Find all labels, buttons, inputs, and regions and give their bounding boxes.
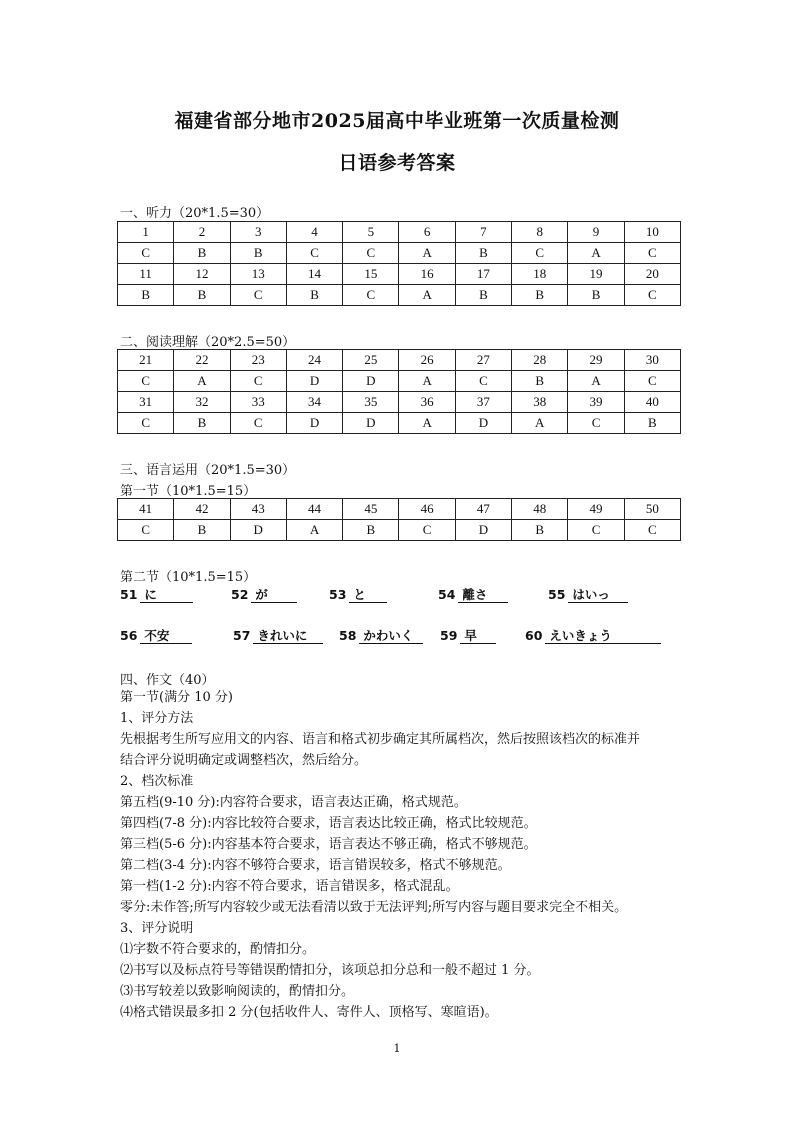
table-cell: C	[230, 285, 286, 306]
table-row	[118, 243, 681, 264]
writing-line: 第五档(9-10 分):内容符合要求，语言表达正确，格式规范。	[120, 795, 467, 810]
table-cell: 18	[512, 264, 568, 285]
table-cell: 32	[174, 392, 230, 413]
table-cell: C	[118, 520, 174, 541]
table-cell: 48	[512, 499, 568, 520]
reading-answer-table	[117, 349, 681, 434]
writing-line: 第三档(5-6 分):内容基本符合要求，语言表达不够正确，格式不够规范。	[120, 837, 537, 852]
table-cell: B	[512, 520, 568, 541]
table-cell: 17	[455, 264, 511, 285]
table-row	[118, 350, 681, 371]
table-cell: 31	[118, 392, 174, 413]
table-cell: B	[174, 243, 230, 264]
table-cell: 34	[286, 392, 342, 413]
listening-heading: 一、听力（20*1.5=30）	[120, 206, 270, 221]
writing-line: 第一节(满分 10 分)	[120, 690, 233, 705]
table-cell: B	[230, 243, 286, 264]
table-cell: 2	[174, 222, 230, 243]
table-cell: 40	[624, 392, 680, 413]
table-cell: A	[568, 243, 624, 264]
table-cell: 30	[624, 350, 680, 371]
table-cell: C	[118, 371, 174, 392]
writing-line: 3、评分说明	[120, 921, 194, 936]
table-cell: D	[286, 413, 342, 434]
table-cell: D	[286, 371, 342, 392]
table-cell: 1	[118, 222, 174, 243]
table-cell: 28	[512, 350, 568, 371]
fill-answer-52: 52 が	[231, 587, 297, 603]
table-cell: C	[568, 520, 624, 541]
table-cell: 22	[174, 350, 230, 371]
table-cell: 21	[118, 350, 174, 371]
writing-line: 第四档(7-8 分):内容比较符合要求，语言表达比较正确，格式比较规范。	[120, 816, 537, 831]
table-cell: 43	[230, 499, 286, 520]
table-cell: C	[230, 371, 286, 392]
table-cell: C	[624, 371, 680, 392]
writing-line: 先根据考生所写应用文的内容、语言和格式初步确定其所属档次，然后按照该档次的标准并	[120, 732, 641, 747]
table-row	[118, 520, 681, 541]
fill-answer-54: 54 離さ	[438, 587, 508, 603]
table-cell: B	[174, 520, 230, 541]
page-number: 1	[393, 1042, 401, 1055]
table-cell: D	[455, 413, 511, 434]
document-subtitle: 日语参考答案	[338, 152, 456, 174]
table-cell: A	[568, 371, 624, 392]
table-row	[118, 392, 681, 413]
table-cell: 41	[118, 499, 174, 520]
table-cell: C	[624, 285, 680, 306]
table-cell: C	[230, 413, 286, 434]
writing-line: 第二档(3-4 分):内容不够符合要求，语言错误较多，格式不够规范。	[120, 858, 511, 873]
table-cell: B	[455, 243, 511, 264]
table-cell: C	[624, 243, 680, 264]
table-row	[118, 222, 681, 243]
table-cell: 23	[230, 350, 286, 371]
table-cell: A	[399, 243, 455, 264]
table-cell: 20	[624, 264, 680, 285]
writing-line: ⑷格式错误最多扣 2 分(包括收件人、寄件人、顶格写、寒暄语)。	[120, 1005, 498, 1020]
table-cell: 37	[455, 392, 511, 413]
table-cell: 19	[568, 264, 624, 285]
table-cell: B	[512, 285, 568, 306]
table-cell: A	[399, 285, 455, 306]
writing-line: ⑴字数不符合要求的，酌情扣分。	[120, 942, 316, 957]
table-cell: C	[118, 243, 174, 264]
fill-answer-58: 58 かわいく	[339, 628, 423, 644]
table-cell: C	[286, 243, 342, 264]
table-cell: C	[568, 413, 624, 434]
table-cell: B	[174, 285, 230, 306]
table-cell: 11	[118, 264, 174, 285]
table-cell: B	[512, 371, 568, 392]
table-cell: D	[455, 520, 511, 541]
table-cell: B	[118, 285, 174, 306]
table-cell: 27	[455, 350, 511, 371]
fill-answer-53: 53 と	[329, 587, 387, 603]
table-cell: C	[624, 520, 680, 541]
language-part2-heading: 第二节（10*1.5=15）	[120, 570, 257, 585]
table-cell: 14	[286, 264, 342, 285]
table-cell: A	[399, 371, 455, 392]
table-row	[118, 499, 681, 520]
reading-heading: 二、阅读理解（20*2.5=50）	[120, 335, 296, 350]
table-cell: 49	[568, 499, 624, 520]
table-cell: 24	[286, 350, 342, 371]
table-cell: D	[230, 520, 286, 541]
table-cell: B	[343, 520, 399, 541]
table-cell: 7	[455, 222, 511, 243]
table-cell: C	[512, 243, 568, 264]
table-cell: C	[343, 243, 399, 264]
fill-answer-57: 57 きれいに	[233, 628, 323, 644]
table-cell: A	[399, 413, 455, 434]
writing-line: 结合评分说明确定或调整档次，然后给分。	[120, 753, 368, 768]
writing-line: ⑵书写以及标点符号等错误酌情扣分，该项总扣分总和一般不超过 1 分。	[120, 963, 540, 978]
table-cell: 36	[399, 392, 455, 413]
table-cell: 12	[174, 264, 230, 285]
table-cell: A	[174, 371, 230, 392]
language-heading: 三、语言运用（20*1.5=30）	[120, 463, 296, 478]
listening-answer-table	[117, 221, 681, 306]
table-cell: 10	[624, 222, 680, 243]
table-cell: 39	[568, 392, 624, 413]
table-cell: 46	[399, 499, 455, 520]
table-cell: 26	[399, 350, 455, 371]
table-cell: 8	[512, 222, 568, 243]
table-cell: B	[174, 413, 230, 434]
table-cell: C	[118, 413, 174, 434]
table-cell: 45	[343, 499, 399, 520]
writing-line: 2、档次标准	[120, 774, 194, 789]
writing-line: ⑶书写较差以致影响阅读的，酌情扣分。	[120, 984, 355, 999]
table-cell: 29	[568, 350, 624, 371]
table-row	[118, 371, 681, 392]
table-cell: 33	[230, 392, 286, 413]
table-cell: 16	[399, 264, 455, 285]
writing-scoring-guide	[120, 687, 690, 1023]
writing-heading: 四、作文（40）	[120, 673, 215, 688]
table-cell: A	[286, 520, 342, 541]
table-cell: 3	[230, 222, 286, 243]
table-cell: 35	[343, 392, 399, 413]
table-cell: 50	[624, 499, 680, 520]
writing-line: 第一档(1-2 分):内容不符合要求，语言错误多，格式混乱。	[120, 879, 459, 894]
table-cell: 42	[174, 499, 230, 520]
table-cell: 13	[230, 264, 286, 285]
table-cell: 47	[455, 499, 511, 520]
table-row	[118, 413, 681, 434]
table-cell: 4	[286, 222, 342, 243]
table-cell: D	[343, 413, 399, 434]
table-cell: B	[286, 285, 342, 306]
table-cell: 25	[343, 350, 399, 371]
table-cell: C	[399, 520, 455, 541]
table-cell: 38	[512, 392, 568, 413]
language-answer-table	[117, 498, 681, 541]
table-row	[118, 285, 681, 306]
fill-answer-60: 60 えいきょう	[525, 628, 661, 644]
table-cell: B	[455, 285, 511, 306]
fill-answer-55: 55 はいっ	[548, 587, 628, 603]
table-cell: 5	[343, 222, 399, 243]
writing-line: 1、评分方法	[120, 711, 194, 726]
table-row	[118, 264, 681, 285]
table-cell: B	[624, 413, 680, 434]
fill-answer-56: 56 不安	[120, 628, 192, 644]
writing-line: 零分:未作答;所写内容较少或无法看清以致于无法评判;所写内容与题目要求完全不相关。	[120, 900, 628, 915]
table-cell: B	[568, 285, 624, 306]
table-cell: 9	[568, 222, 624, 243]
document-title: 福建省部分地市2025届高中毕业班第一次质量检测	[174, 110, 620, 132]
table-cell: C	[343, 285, 399, 306]
table-cell: 44	[286, 499, 342, 520]
table-cell: 6	[399, 222, 455, 243]
table-cell: 15	[343, 264, 399, 285]
table-cell: C	[455, 371, 511, 392]
fill-answer-51: 51 に	[120, 587, 193, 603]
table-cell: A	[512, 413, 568, 434]
fill-answer-59: 59 早	[440, 628, 496, 644]
table-cell: D	[343, 371, 399, 392]
language-part1-heading: 第一节（10*1.5=15）	[120, 484, 257, 499]
